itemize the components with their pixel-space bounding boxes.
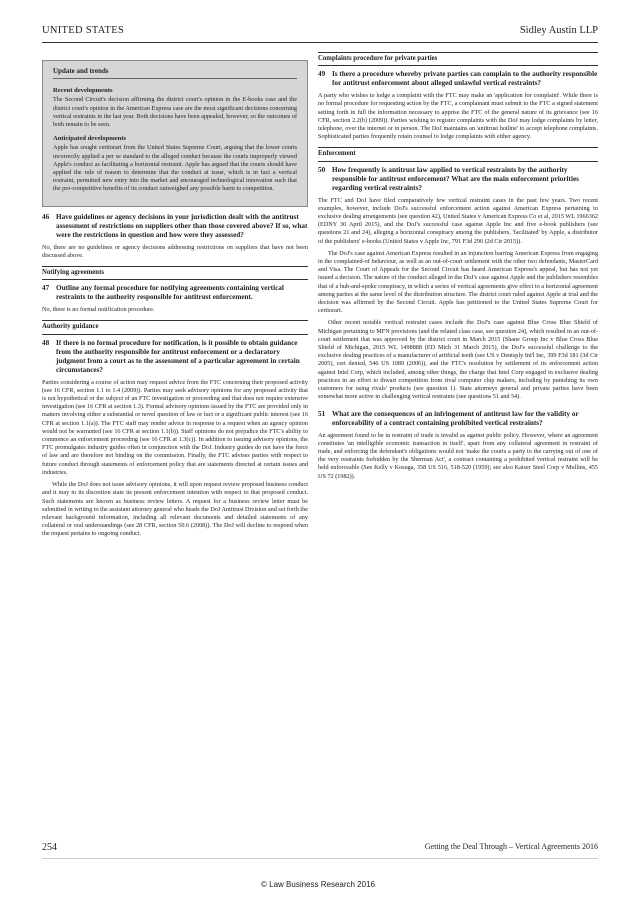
question-49 (318, 70, 598, 88)
anticipated-developments-text: Apple has sought certiorari from the United States Supreme Court, arguing that the lower courts incorrectly applied a per se standard to the alleged conduct because the courts improperly viewed Apple's conduct as facilitating a horizontal restraint. Apple has argued that the courts should have applied the rule of reason to determine that the conduct at issue, which is in fact a vertical restraint, permitted new entry into the market and encouraged technological innovation such that the pro-competitive benefits of its conduct outweighed any possible harm to competition. (53, 144, 297, 193)
answer-48-paragraph-2: While the DoJ does not issue advisory opinions, it will upon request review proposed business conduct and it may in its discretion state its present enforcement intention with respect to that proposed conduct. Such statements are known as business review letters. A request for a business review letter must be submitted in writing to the assistant attorney general who heads the DoJ Antitrust Division and set forth the relevant background information, including all relevant documents and detailed statements of any collateral or oral understandings (see 28 CFR, section 50.6 (2008)). The DoJ will decline to respond when the request pertains to ongoing conduct. (42, 481, 308, 538)
question-number: 48 (42, 338, 50, 347)
question-number: 51 (318, 409, 326, 418)
question-number: 50 (318, 165, 326, 174)
page-header (42, 22, 598, 43)
anticipated-developments-heading: Anticipated developments (53, 135, 127, 143)
section-complaints-procedure: Complaints procedure for private parties (318, 52, 598, 66)
copyright-notice: © Law Business Research 2016 (261, 880, 375, 889)
right-column (318, 52, 598, 485)
question-47 (42, 284, 308, 302)
question-number: 47 (42, 284, 50, 293)
answer-46: No, there are no guidelines or agency decisions addressing restrictions on suppliers that have not been discussed above. (42, 243, 308, 259)
question-48 (42, 339, 308, 375)
header-firm: Sidley Austin LLP (519, 25, 598, 36)
footer-divider (42, 858, 598, 859)
question-number: 49 (318, 70, 326, 79)
question-46 (42, 213, 308, 240)
answer-50-paragraph-1: The FTC and DoJ have filed comparatively few vertical restraint cases in the past few years. Two recent examples, however, include DoJ's successful enforcement action against American Express pertaining to exclusive dealing arrangements (see question 42), United States v American Express Co et al, 2015 WL 1966362 (EDNY 30 April 2015), and the DoJ's successful case against Apple Inc and five e-book publishers (see questions 21 and 24), alleging a horizontal conspiracy among the publishers, 'facilitated' by Apple, a distributor of the publishers' e-books (United States v Apple Inc, 791 F3d 290 (2d Cir 2015)). (318, 196, 598, 245)
header-country: UNITED STATES (42, 25, 125, 36)
answer-49: A party who wishes to lodge a complaint with the FTC may make an 'application for complaint'. While there is no formal procedure for requesting action by the FTC, a complainant must submit to the FTC a signed statement setting forth in full the information necessary to apprise the FTC of the general nature of its grievance (see 16 CFR, section 2.2(b) (2009)). Parties wishing to register complaints with the DoJ may lodge complaints by letter, telephone, over the internet or in person. The DoJ maintains an 'antitrust hotline' to accept telephone complaints. Sophisticated parties frequently retain counsel to lodge complaints with either agency. (318, 92, 598, 141)
update-trends-box (42, 60, 308, 207)
section-notifying-agreements: Notifying agreements (42, 266, 308, 280)
question-text: What are the consequences of an infringement of antitrust law for the validity or enforceability of a contract containing prohibited vertical restraints? (332, 409, 579, 427)
publication-title: Getting the Deal Through – Vertical Agreements 2016 (424, 842, 598, 851)
question-number: 46 (42, 212, 50, 221)
question-text: How frequently is antitrust law applied to vertical restraints by the authority responsible for antitrust enforcement? What are the main enforcement priorities regarding vertical restraints? (332, 165, 579, 192)
recent-developments-heading: Recent developments (53, 87, 113, 95)
page-number: 254 (42, 842, 57, 853)
answer-51: An agreement found to be in restraint of trade is invalid as against public policy. However, where an agreement constitutes 'an intelligible economic transaction in itself', apart from any collateral agreement in restraint of trade, and enforcing the defendant's obligations would not 'make the courts a party to the carrying out of one of the very restraints forbidden by the Sherman Act', a contract containing a prohibited vertical restraint will be held enforceable (See Kelly v Kosuga, 358 US 516, 518-520 (1959); see also Kaiser Steel Corp v Mullins, 455 US 72 (1982)). (318, 431, 598, 480)
recent-developments-text: The Second Circuit's decision affirming the district court's opinion in the E-books case and the district court's opinion in the American Express case are the most significant decisions concerning vertical restraints in the last year. Both decisions have been appealed, however, so the outcomes of both remain to be seen. (53, 96, 297, 129)
question-text: Have guidelines or agency decisions in your jurisdiction dealt with the antitrust assessment of restrictions on suppliers other than those covered above? If so, what were the restrictions in question and how were they assessed? (56, 212, 308, 239)
box-title: Update and trends (53, 67, 297, 79)
question-51 (318, 410, 598, 428)
answer-50-paragraph-2: The DoJ's case against American Express resulted in an injunction barring American Express from engaging in the complained-of behaviour, as well as an out-of-court settlement with the other two defendants, MasterCard and Visa. The Court of Appeals for the Second Circuit has heard American Express's appeal, but has not yet issued a decision. The nature of the conduct alleged in the DoJ's case against Apple and the publishers resembles that of a hub-and-spoke conspiracy, in which a series of vertical agreements give effect to a horizontal agreement among parties at the same level of the distribution structure. The district court ruled against Apple at trial and the decision was affirmed by the Second Circuit. Apple has petitioned to the United States Supreme Court for certiorari. (318, 249, 598, 315)
question-text: If there is no formal procedure for notification, is it possible to obtain guidance from the authority responsible for antitrust enforcement or a declaratory judgment from a court as to the assessment of a particular agreement in certain circumstances? (56, 338, 300, 374)
answer-48-paragraph-1: Parties considering a course of action may request advice from the FTC concerning their proposed activity (see 16 CFR, section 1.1 to 1.4 (2009)). Parties may seek advisory opinions for any proposed activity that is not hypothetical or the subject of an FTC investigation or proceeding and that does not require extensive investigation (see 16 CFR at section 1.3). Formal advisory opinions issued by the FTC are provided only in matters involving either a substantial or novel question of law or fact or a significant public interest (see 16 CFR at section 1.1(a)). The FTC staff may render advice in response to a request when an agency opinion would not be warranted (see 16 CFR at section 1.1(b)). Staff opinions do not prejudice the FTC's ability to commence an enforcement proceeding (see 16 CFR at 1.3(c)). In addition to issuing advisory opinions, the FTC promulgates industry guides often in conjunction with the DoJ. Industry guides do not have the force of law and are therefore not binding on the commission. Finally, the FTC advises parties with respect to future conduct through statements of enforcement policy that are statements directed at certain issues and industries. (42, 378, 308, 476)
question-text: Is there a procedure whereby private parties can complain to the authority responsible for antitrust enforcement about alleged unlawful vertical restraints? (332, 70, 598, 88)
answer-50-paragraph-3: Other recent notable vertical restraint cases include the DoJ's case against Blue Cross Blue Shield of Michigan pertaining to MFN provisions (and the related class case, see question 24), which resulted in an out-of-court settlement that was approved by the district court in March 2015 (Shane Group Inc v Blue Cross Blue Shield of Michigan, 2015 WL 1498888 (ED Mich 31 March 2015), the DoJ's successful challenge to the exclusive dealing practices of a manufacturer of artificial teeth (see US v Dentsply Int'l Inc, 399 F3d 181 (3d Cir 2005), cert denied, 546 US 1089 (2006)), and the FTC's resolution by settlement of its enforcement action against Intel Corp, which included, among other things, the charge that Intel Corp engaged in exclusive dealing practices in an effort to thwart competition from rival computer chip makers, including by punishing its own customers for using rivals' products (see question 1). State attorneys general and private parties have been somewhat more active in challenging vertical restraints (see questions 51 and 54). (318, 319, 598, 401)
left-column (42, 52, 308, 543)
answer-47: No, there is no formal notification procedure. (42, 306, 155, 314)
question-50 (318, 166, 598, 193)
section-enforcement: Enforcement (318, 147, 598, 161)
question-text: Outline any formal procedure for notifying agreements containing vertical restraints to the authority responsible for antitrust enforcement. (56, 284, 284, 302)
section-authority-guidance: Authority guidance (42, 320, 308, 334)
